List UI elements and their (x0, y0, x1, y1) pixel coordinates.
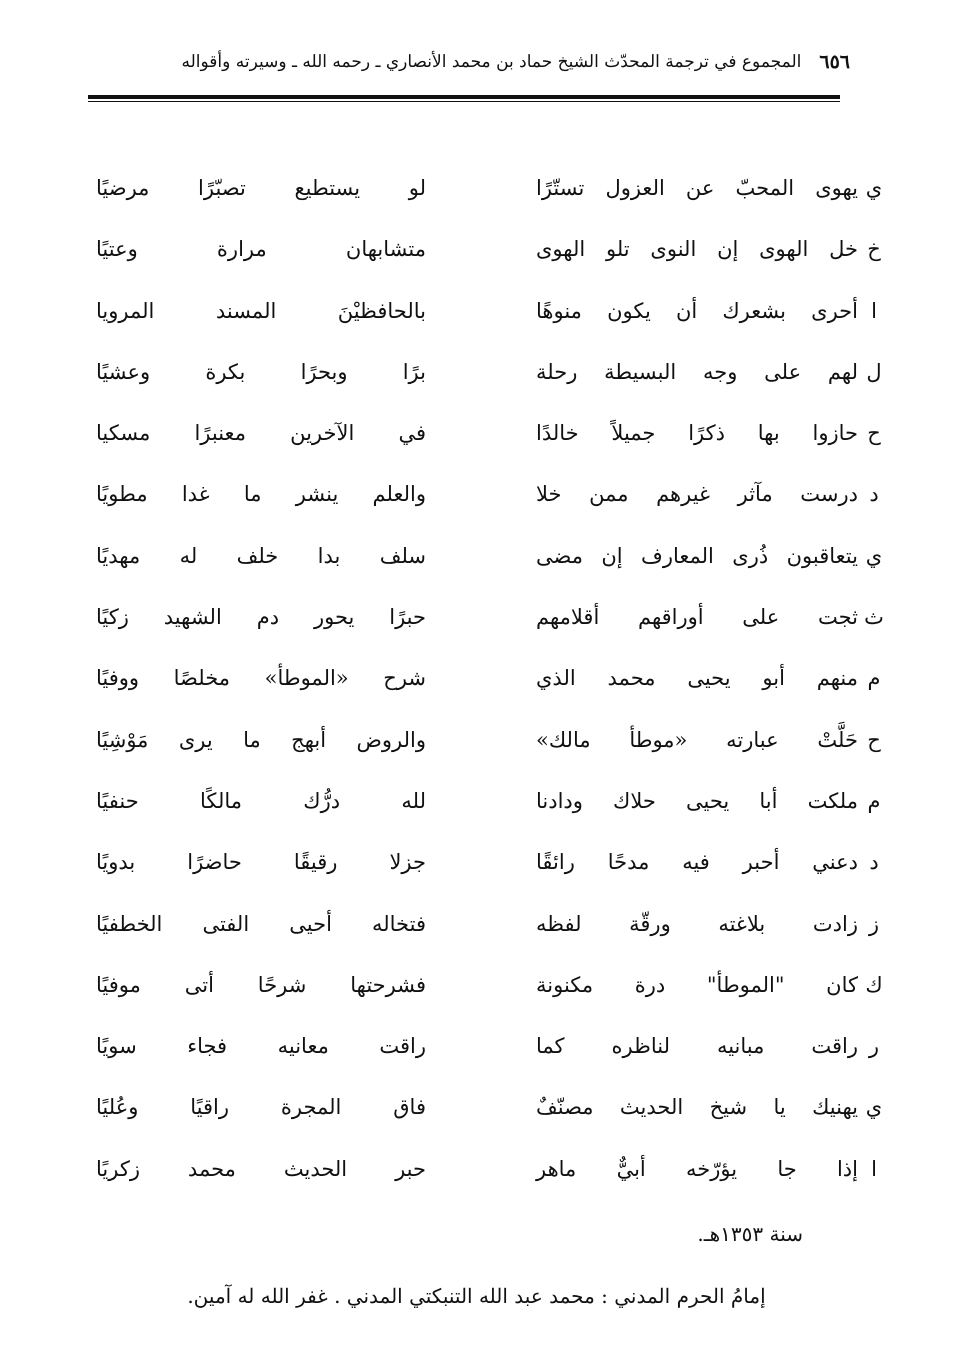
page-header (90, 46, 850, 78)
first-hemistich: حَلَّتْ عبارته «موطأ مالك» (536, 727, 858, 752)
date-line: سنة ١٣٥٣هـ. (697, 1222, 803, 1246)
verse (60, 1157, 890, 1218)
second-hemistich: لو يستطيع تصبّرًا مرضيًا (96, 176, 426, 200)
verse (60, 728, 890, 789)
verse (60, 666, 890, 727)
second-hemistich: فتخاله أحيى الفتى الخطفيًا (96, 911, 426, 936)
first-hemistich: ملكت أبا يحيى حلاك ودادنا (536, 788, 858, 813)
first-hemistich: ثجت على أوراقهم أقلامهم (536, 605, 858, 630)
second-hemistich: راقت معانيه فجاء سويًا (96, 1034, 426, 1059)
first-hemistich: يتعاقبون ذُرى المعارف إن مضى (536, 543, 858, 568)
acrostic-letter: ي (865, 1095, 883, 1120)
first-hemistich: أحرى بشعرك أن يكون منوهًا (536, 298, 858, 323)
acrostic-letter: د (869, 482, 879, 507)
first-hemistich: زادت بلاغته ورقّة لفظه (536, 911, 858, 936)
header-rule-thin (88, 101, 840, 102)
verse (60, 850, 890, 911)
first-hemistich: حازوا بها ذكرًا جميلاً خالدًا (536, 421, 858, 446)
second-hemistich: والعلم ينشر ما غدا مطويًا (96, 482, 426, 507)
second-hemistich: بالحافظيْنَ المسند المرويا (96, 298, 426, 323)
second-hemistich: حبرًا يحور دم الشهيد زكيًا (96, 605, 426, 630)
verse (60, 912, 890, 973)
second-hemistich: جزلا رقيقًا حاضرًا بدويًا (96, 850, 426, 875)
acrostic-letter: م (867, 788, 881, 813)
verse (60, 176, 890, 237)
second-hemistich: فشرحتها شرحًا أتى موفيًا (96, 972, 426, 997)
verse (60, 1095, 890, 1156)
acrostic-letter: ر (868, 1034, 880, 1059)
verse (60, 973, 890, 1034)
acrostic-letter: ح (867, 727, 881, 752)
verse (60, 605, 890, 666)
verse (60, 1034, 890, 1095)
first-hemistich: لهم على وجه البسيطة رحلة (536, 359, 858, 384)
acrostic-letter: ث (864, 605, 884, 630)
acrostic-letter: ح (867, 421, 881, 446)
first-hemistich: يهنيك يا شيخ الحديث مصنّفٌ (536, 1095, 858, 1120)
first-hemistich: درست مآثر غيرهم ممن خلا (536, 482, 858, 507)
acrostic-letter: ا (871, 1156, 877, 1181)
second-hemistich: متشابهان مرارة وعتيًا (96, 237, 426, 262)
acrostic-letter: م (867, 666, 881, 691)
verse (60, 421, 890, 482)
acrostic-letter: خ (867, 237, 881, 262)
acrostic-letter: ك (865, 972, 883, 997)
second-hemistich: برًا وبحرًا بكرة وعشيًا (96, 359, 426, 384)
first-hemistich: منهم أبو يحيى محمد الذي (536, 666, 858, 691)
second-hemistich: والروض أبهج ما يرى مَوْشِيًا (96, 727, 426, 752)
signature-line: إمامُ الحرم المدني : محمد عبد الله التنبكتي المدني . غفر الله له آمين. (187, 1284, 766, 1308)
verse (60, 237, 890, 298)
first-hemistich: كان "الموطأ" درة مكنونة (536, 972, 858, 997)
page-number: ٦٥٦ (819, 51, 850, 73)
second-hemistich: في الآخرين معنبرًا مسكيا (96, 421, 426, 446)
acrostic-letter: ز (868, 911, 880, 936)
second-hemistich: فاق المجرة راقيًا وعُليًا (96, 1095, 426, 1120)
acrostic-letter: ا (871, 298, 877, 323)
verse (60, 482, 890, 543)
acrostic-letter: ي (865, 543, 883, 568)
first-hemistich: راقت مبانيه لناظره كما (536, 1034, 858, 1059)
verse (60, 360, 890, 421)
header-rule-thick (88, 95, 840, 99)
first-hemistich: دعني أحبر فيه مدحًا رائقًا (536, 850, 858, 875)
second-hemistich: حبر الحديث محمد زكريًا (96, 1156, 426, 1181)
first-hemistich: إذا جا يؤرّخه أبيٌّ ماهر (536, 1156, 858, 1181)
second-hemistich: شرح «الموطأ» مخلصًا ووفيًا (96, 666, 426, 691)
poem (60, 176, 890, 1218)
acrostic-letter: ل (866, 359, 882, 384)
acrostic-letter: ي (865, 176, 883, 200)
acrostic-letter: د (869, 850, 879, 875)
second-hemistich: لله درُّك مالكًا حنفيًا (96, 788, 426, 813)
verse (60, 299, 890, 360)
first-hemistich: خل الهوى إن النوى تلو الهوى (536, 237, 858, 262)
verse (60, 544, 890, 605)
second-hemistich: سلف بدا خلف له مهديًا (96, 543, 426, 568)
verse (60, 789, 890, 850)
running-title: المجموع في ترجمة المحدّث الشيخ حماد بن محمد الأنصاري ـ رحمه الله ـ وسيرته وأقواله (181, 52, 802, 72)
first-hemistich: يهوى المحبّ عن العزول تستّرًا (536, 176, 858, 200)
